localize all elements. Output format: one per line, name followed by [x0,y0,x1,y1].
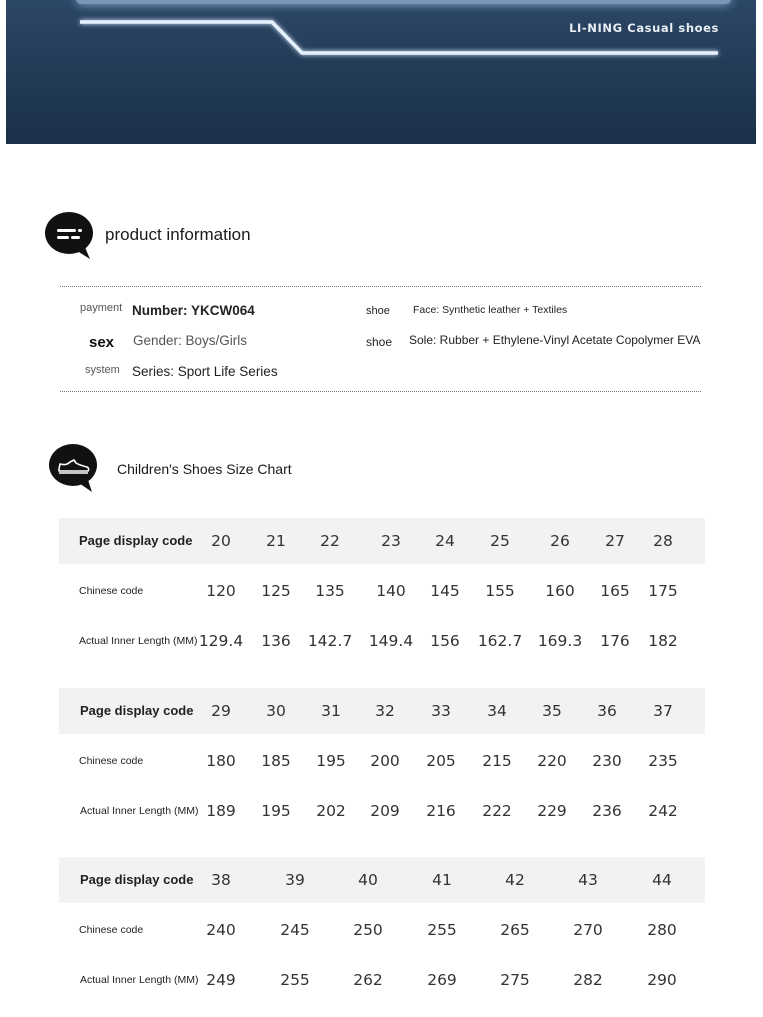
size-cell: 189 [206,802,236,820]
size-cell: 135 [315,582,345,600]
label-shoe-sole: shoe [366,335,393,349]
size-cell: 27 [605,532,625,550]
size-cell: 176 [600,632,630,650]
size-cell: 245 [280,921,310,939]
row-actual-inner-length [59,788,705,834]
size-cell: 215 [482,752,512,770]
size-cell: 20 [211,532,231,550]
product-info-title: product information [105,225,251,244]
size-cell: 202 [316,802,346,820]
size-cell: 21 [266,532,286,550]
size-cell: 195 [261,802,291,820]
size-cell: 255 [427,921,457,939]
size-cell: 269 [427,971,457,989]
size-cell: 37 [653,702,673,720]
size-cell: 35 [542,702,562,720]
size-cell: 230 [592,752,622,770]
size-cell: 236 [592,802,622,820]
size-cell: 249 [206,971,236,989]
size-cell: 182 [648,632,678,650]
size-cell: 209 [370,802,400,820]
size-cell: 220 [537,752,567,770]
size-cell: 240 [206,921,236,939]
divider [60,286,701,287]
row-label: Page display code [79,533,193,548]
value-face: Face: Synthetic leather + Textiles [413,304,568,316]
size-cell: 39 [285,871,305,889]
row-chinese-code [59,738,705,784]
size-cell: 42 [505,871,525,889]
size-cell: 28 [653,532,673,550]
size-cell: 44 [652,871,672,889]
size-cell: 43 [578,871,598,889]
value-gender: Gender: Boys/Girls [133,333,248,348]
size-cell: 165 [600,582,630,600]
value-number: Number: YKCW064 [132,303,255,318]
size-cell: 149.4 [368,632,414,650]
size-cell: 23 [381,532,401,550]
size-cell: 282 [573,971,603,989]
size-cell: 22 [320,532,340,550]
row-label: Actual Inner Length (MM) [80,974,199,986]
size-cell: 26 [550,532,570,550]
label-shoe-face: shoe [366,305,390,317]
size-cell: 216 [426,802,456,820]
size-cell: 32 [375,702,395,720]
size-cell: 195 [316,752,346,770]
row-label: Actual Inner Length (MM) [79,635,198,647]
size-cell: 136 [261,632,291,650]
size-cell: 120 [206,582,236,600]
size-cell: 140 [376,582,406,600]
size-cell: 270 [573,921,603,939]
row-page-display-code [59,688,705,734]
size-cell: 160 [545,582,575,600]
size-cell: 145 [430,582,460,600]
size-cell: 255 [280,971,310,989]
size-cell: 162.7 [477,632,523,650]
size-cell: 30 [266,702,286,720]
size-cell: 242 [648,802,678,820]
row-chinese-code [59,907,705,953]
size-cell: 275 [500,971,530,989]
size-cell: 129.4 [198,632,244,650]
size-cell: 229 [537,802,567,820]
size-cell: 31 [321,702,341,720]
size-cell: 265 [500,921,530,939]
size-cell: 24 [435,532,455,550]
divider [60,391,701,392]
size-cell: 36 [597,702,617,720]
row-actual-inner-length [59,957,705,1003]
chat-bubble-icon [44,211,94,261]
size-cell: 38 [211,871,231,889]
size-cell: 280 [647,921,677,939]
row-label: Chinese code [79,585,144,597]
size-cell: 40 [358,871,378,889]
size-cell: 169.3 [537,632,583,650]
size-cell: 125 [261,582,291,600]
banner [6,0,756,144]
shoe-icon [48,443,100,493]
label-system: system [85,364,120,376]
size-cell: 262 [353,971,383,989]
size-cell: 205 [426,752,456,770]
row-page-display-code [59,857,705,903]
row-page-display-code [59,518,705,564]
size-cell: 34 [487,702,507,720]
label-sex: sex [89,334,115,351]
value-series: Series: Sport Life Series [132,364,278,379]
size-cell: 200 [370,752,400,770]
size-cell: 156 [430,632,460,650]
size-cell: 155 [485,582,515,600]
size-cell: 222 [482,802,512,820]
value-sole: Sole: Rubber + Ethylene-Vinyl Acetate Copolymer EVA [409,333,701,347]
row-label: Chinese code [79,755,144,767]
size-cell: 250 [353,921,383,939]
row-label: Page display code [80,872,194,887]
row-chinese-code [59,568,705,614]
size-cell: 41 [432,871,452,889]
row-label: Actual Inner Length (MM) [80,805,199,817]
size-cell: 185 [261,752,291,770]
size-cell: 29 [211,702,231,720]
size-cell: 290 [647,971,677,989]
size-cell: 235 [648,752,678,770]
row-label: Chinese code [79,924,144,936]
size-chart-title: Children's Shoes Size Chart [117,461,292,477]
size-cell: 175 [648,582,678,600]
size-cell: 142.7 [307,632,353,650]
row-actual-inner-length [59,618,705,664]
size-cell: 180 [206,752,236,770]
size-cell: 33 [431,702,451,720]
row-label: Page display code [80,703,194,718]
brand-text: LI-NING Casual shoes [569,21,719,35]
label-payment: payment [80,302,123,314]
size-cell: 25 [490,532,510,550]
